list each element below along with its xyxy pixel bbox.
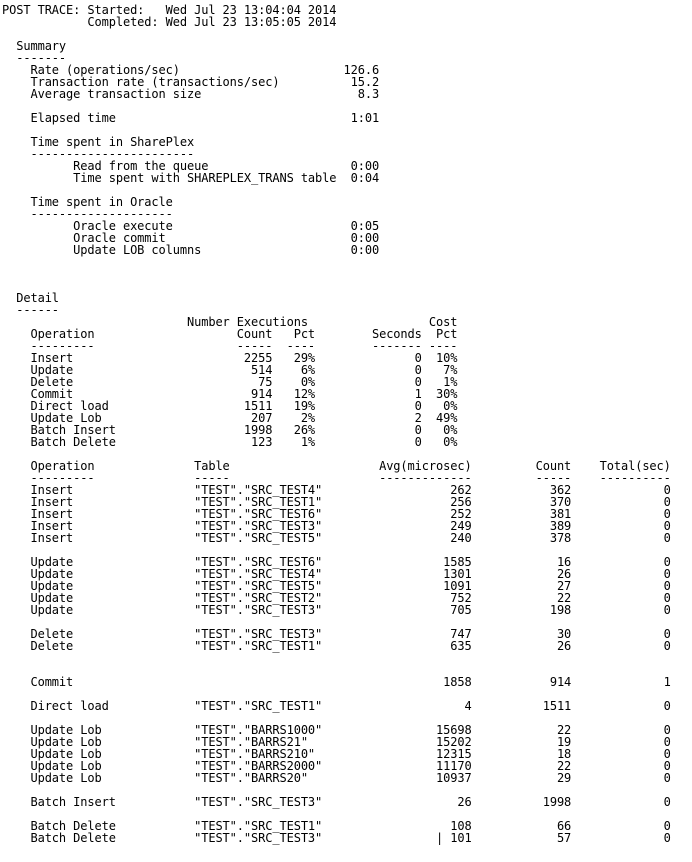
table-stats-data-row: Batch Insert "TEST"."SRC_TEST3" 26 1998 0 [2, 795, 671, 809]
time-section-underline: ----------------------- [2, 147, 195, 161]
table-stats-data-row: Insert "TEST"."SRC_TEST3" 249 389 0 [2, 519, 671, 533]
blank-line [2, 256, 692, 268]
ops-table-data-row: Update Lob 207 2% 2 49% [2, 411, 458, 425]
table-stats-data-row: Update "TEST"."SRC_TEST5" 1091 27 0 [2, 579, 671, 593]
summary-heading: Summary [2, 39, 67, 53]
post-trace-started-line: POST TRACE: Started: Wed Jul 23 13:04:04 2014 [2, 3, 337, 17]
summary-underline: ------- [2, 51, 67, 65]
table-stats-data-row-with-text-cursor: Batch Delete "TEST"."SRC_TEST3" | 101 57 0 [2, 831, 671, 845]
ops-table-group-header-row: Number Executions Cost [2, 315, 458, 329]
table-stats-header-row: Operation Table Avg(microsec) Count Total(sec) [2, 459, 671, 473]
time-section-item-row: Update LOB columns 0:00 [2, 243, 380, 257]
detail-underline: ------ [2, 303, 59, 317]
time-section-underline: -------------------- [2, 207, 173, 221]
summary-rate-row: Transaction rate (transactions/sec) 15.2 [2, 75, 380, 89]
table-stats-data-row: Update Lob "TEST"."BARRS1000" 15698 22 0 [2, 723, 671, 737]
time-section-item-row: Time spent with SHAREPLEX_TRANS table 0:04 [2, 171, 380, 185]
post-trace-completed-line: Completed: Wed Jul 23 13:05:05 2014 [2, 15, 337, 29]
table-stats-data-row: Insert "TEST"."SRC_TEST1" 256 370 0 [2, 495, 671, 509]
blank-line [2, 28, 692, 40]
table-stats-data-row: Update Lob "TEST"."BARRS21" 15202 19 0 [2, 735, 671, 749]
table-stats-data-row: Insert "TEST"."SRC_TEST6" 252 381 0 [2, 507, 671, 521]
table-stats-data-row: Update "TEST"."SRC_TEST3" 705 198 0 [2, 603, 671, 617]
time-section-item-row: Oracle commit 0:00 [2, 231, 380, 245]
ops-table-header-row: Operation Count Pct Seconds Pct [2, 327, 458, 341]
blank-line [2, 268, 692, 280]
table-stats-data-row: Update Lob "TEST"."BARRS20" 10937 29 0 [2, 771, 671, 785]
table-stats-data-row: Delete "TEST"."SRC_TEST3" 747 30 0 [2, 627, 671, 641]
ops-table-data-row: Batch Insert 1998 26% 0 0% [2, 423, 458, 437]
time-section-item-row: Oracle execute 0:05 [2, 219, 380, 233]
time-section-heading: Time spent in SharePlex [2, 135, 195, 149]
table-stats-data-row: Delete "TEST"."SRC_TEST1" 635 26 0 [2, 639, 671, 653]
ops-table-data-row: Batch Delete 123 1% 0 0% [2, 435, 458, 449]
blank-line [2, 280, 692, 292]
table-stats-data-row: Direct load "TEST"."SRC_TEST1" 4 1511 0 [2, 699, 671, 713]
ops-table-underline-row: --------- ----- ---- ------- ---- [2, 339, 458, 353]
ops-table-data-row: Commit 914 12% 1 30% [2, 387, 458, 401]
table-stats-data-row: Update "TEST"."SRC_TEST4" 1301 26 0 [2, 567, 671, 581]
ops-table-data-row: Insert 2255 29% 0 10% [2, 351, 458, 365]
summary-rate-row: Average transaction size 8.3 [2, 87, 380, 101]
ops-table-data-row: Direct load 1511 19% 0 0% [2, 399, 458, 413]
blank-line [2, 652, 692, 664]
table-stats-underline-row: --------- ----- ------------- ----- ---------- [2, 471, 671, 485]
table-stats-data-row: Update "TEST"."SRC_TEST2" 752 22 0 [2, 591, 671, 605]
ops-table-data-row: Update 514 6% 0 7% [2, 363, 458, 377]
table-stats-data-row: Batch Delete "TEST"."SRC_TEST1" 108 66 0 [2, 819, 671, 833]
table-stats-data-row: Update Lob "TEST"."BARRS2000" 11170 22 0 [2, 759, 671, 773]
time-section-item-row: Read from the queue 0:00 [2, 159, 380, 173]
detail-heading: Detail [2, 291, 59, 305]
table-stats-data-row: Insert "TEST"."SRC_TEST4" 262 362 0 [2, 483, 671, 497]
table-stats-data-row: Update Lob "TEST"."BARRS210" 12315 18 0 [2, 747, 671, 761]
table-stats-data-row: Commit 1858 914 1 [2, 675, 671, 689]
time-section-heading: Time spent in Oracle [2, 195, 173, 209]
elapsed-time-row: Elapsed time 1:01 [2, 111, 380, 125]
table-stats-data-row: Insert "TEST"."SRC_TEST5" 240 378 0 [2, 531, 671, 545]
ops-table-data-row: Delete 75 0% 0 1% [2, 375, 458, 389]
table-stats-data-row: Update "TEST"."SRC_TEST6" 1585 16 0 [2, 555, 671, 569]
summary-rate-row: Rate (operations/sec) 126.6 [2, 63, 380, 77]
